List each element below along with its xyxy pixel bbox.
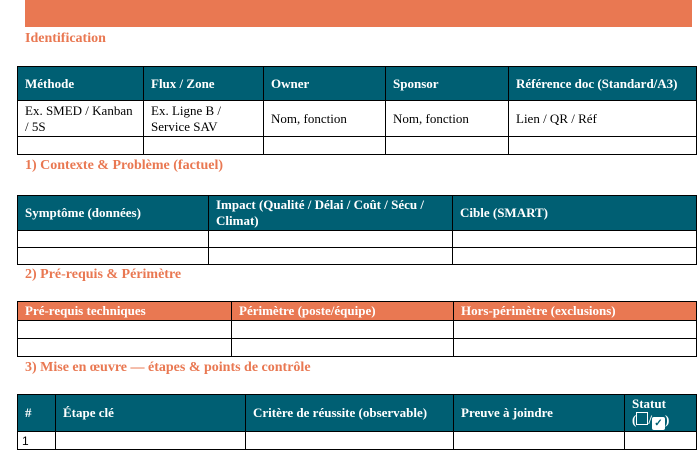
- col-header: Pré-requis techniques: [18, 302, 232, 321]
- col-header: Référence doc (Standard/A3): [509, 67, 697, 101]
- table-cell[interactable]: [144, 137, 264, 155]
- table-cell[interactable]: Nom, fonction: [264, 101, 386, 137]
- col-header: Symptôme (données): [18, 196, 209, 231]
- table-cell[interactable]: Nom, fonction: [386, 101, 509, 137]
- prereq-table: [17, 301, 697, 357]
- table-row: [18, 137, 697, 155]
- table-row: [18, 231, 697, 248]
- col-header: Méthode: [18, 67, 144, 101]
- col-header: Impact (Qualité / Délai / Coût / Sécu / Climat): [209, 196, 453, 231]
- table-cell[interactable]: [18, 321, 232, 339]
- table-cell[interactable]: [18, 137, 144, 155]
- table-cell[interactable]: [454, 339, 697, 357]
- col-header: Hors-périmètre (exclusions): [454, 302, 697, 321]
- paren: ): [664, 412, 670, 427]
- col-header: Flux / Zone: [144, 67, 264, 101]
- table-cell[interactable]: Ex. Ligne B / Service SAV: [144, 101, 264, 137]
- table-row: [18, 248, 697, 265]
- col-header: Sponsor: [386, 67, 509, 101]
- table-cell[interactable]: [232, 339, 454, 357]
- table-cell[interactable]: [56, 432, 246, 450]
- table-cell[interactable]: [625, 432, 697, 450]
- table-row: [18, 432, 697, 450]
- table-cell[interactable]: Lien / QR / Réf: [509, 101, 697, 137]
- step-number: 1: [18, 432, 56, 450]
- table-cell[interactable]: [453, 248, 697, 265]
- header-banner: [25, 0, 692, 27]
- table-cell[interactable]: [18, 231, 209, 248]
- separator: /: [648, 412, 652, 427]
- col-header-status: [625, 395, 697, 432]
- table-cell[interactable]: [209, 231, 453, 248]
- status-label: Statut: [632, 396, 666, 411]
- table-cell[interactable]: Ex. SMED / Kanban / 5S: [18, 101, 144, 137]
- section-title-implementation: 3) Mise en œuvre — étapes & points de contrôle: [25, 360, 311, 375]
- table-cell[interactable]: [209, 248, 453, 265]
- col-header: Preuve à joindre: [454, 395, 625, 432]
- table-row: [18, 321, 697, 339]
- table-cell[interactable]: [232, 321, 454, 339]
- col-header: Étape clé: [56, 395, 246, 432]
- table-cell[interactable]: [454, 432, 625, 450]
- section-title-context: 1) Contexte & Problème (factuel): [25, 158, 224, 173]
- checked-checkbox-icon: ✓: [652, 417, 665, 430]
- table-cell[interactable]: [454, 321, 697, 339]
- table-cell[interactable]: [264, 137, 386, 155]
- context-table: [17, 195, 697, 265]
- table-cell[interactable]: [509, 137, 697, 155]
- col-header: Cible (SMART): [453, 196, 697, 231]
- section-title-identification: Identification: [25, 31, 106, 46]
- empty-checkbox-icon: [636, 412, 648, 425]
- table-cell[interactable]: [18, 339, 232, 357]
- col-header: Owner: [264, 67, 386, 101]
- section-title-prereq: 2) Pré-requis & Périmètre: [25, 267, 182, 282]
- table-cell[interactable]: [246, 432, 454, 450]
- identification-table: [17, 66, 697, 155]
- steps-table: [17, 394, 697, 450]
- col-header: Périmètre (poste/équipe): [232, 302, 454, 321]
- col-header: #: [18, 395, 56, 432]
- table-cell[interactable]: [453, 231, 697, 248]
- table-cell[interactable]: [18, 248, 209, 265]
- table-row: [18, 339, 697, 357]
- table-row: [18, 101, 697, 137]
- table-cell[interactable]: [386, 137, 509, 155]
- paren: (: [632, 412, 637, 427]
- col-header: Critère de réussite (observable): [246, 395, 454, 432]
